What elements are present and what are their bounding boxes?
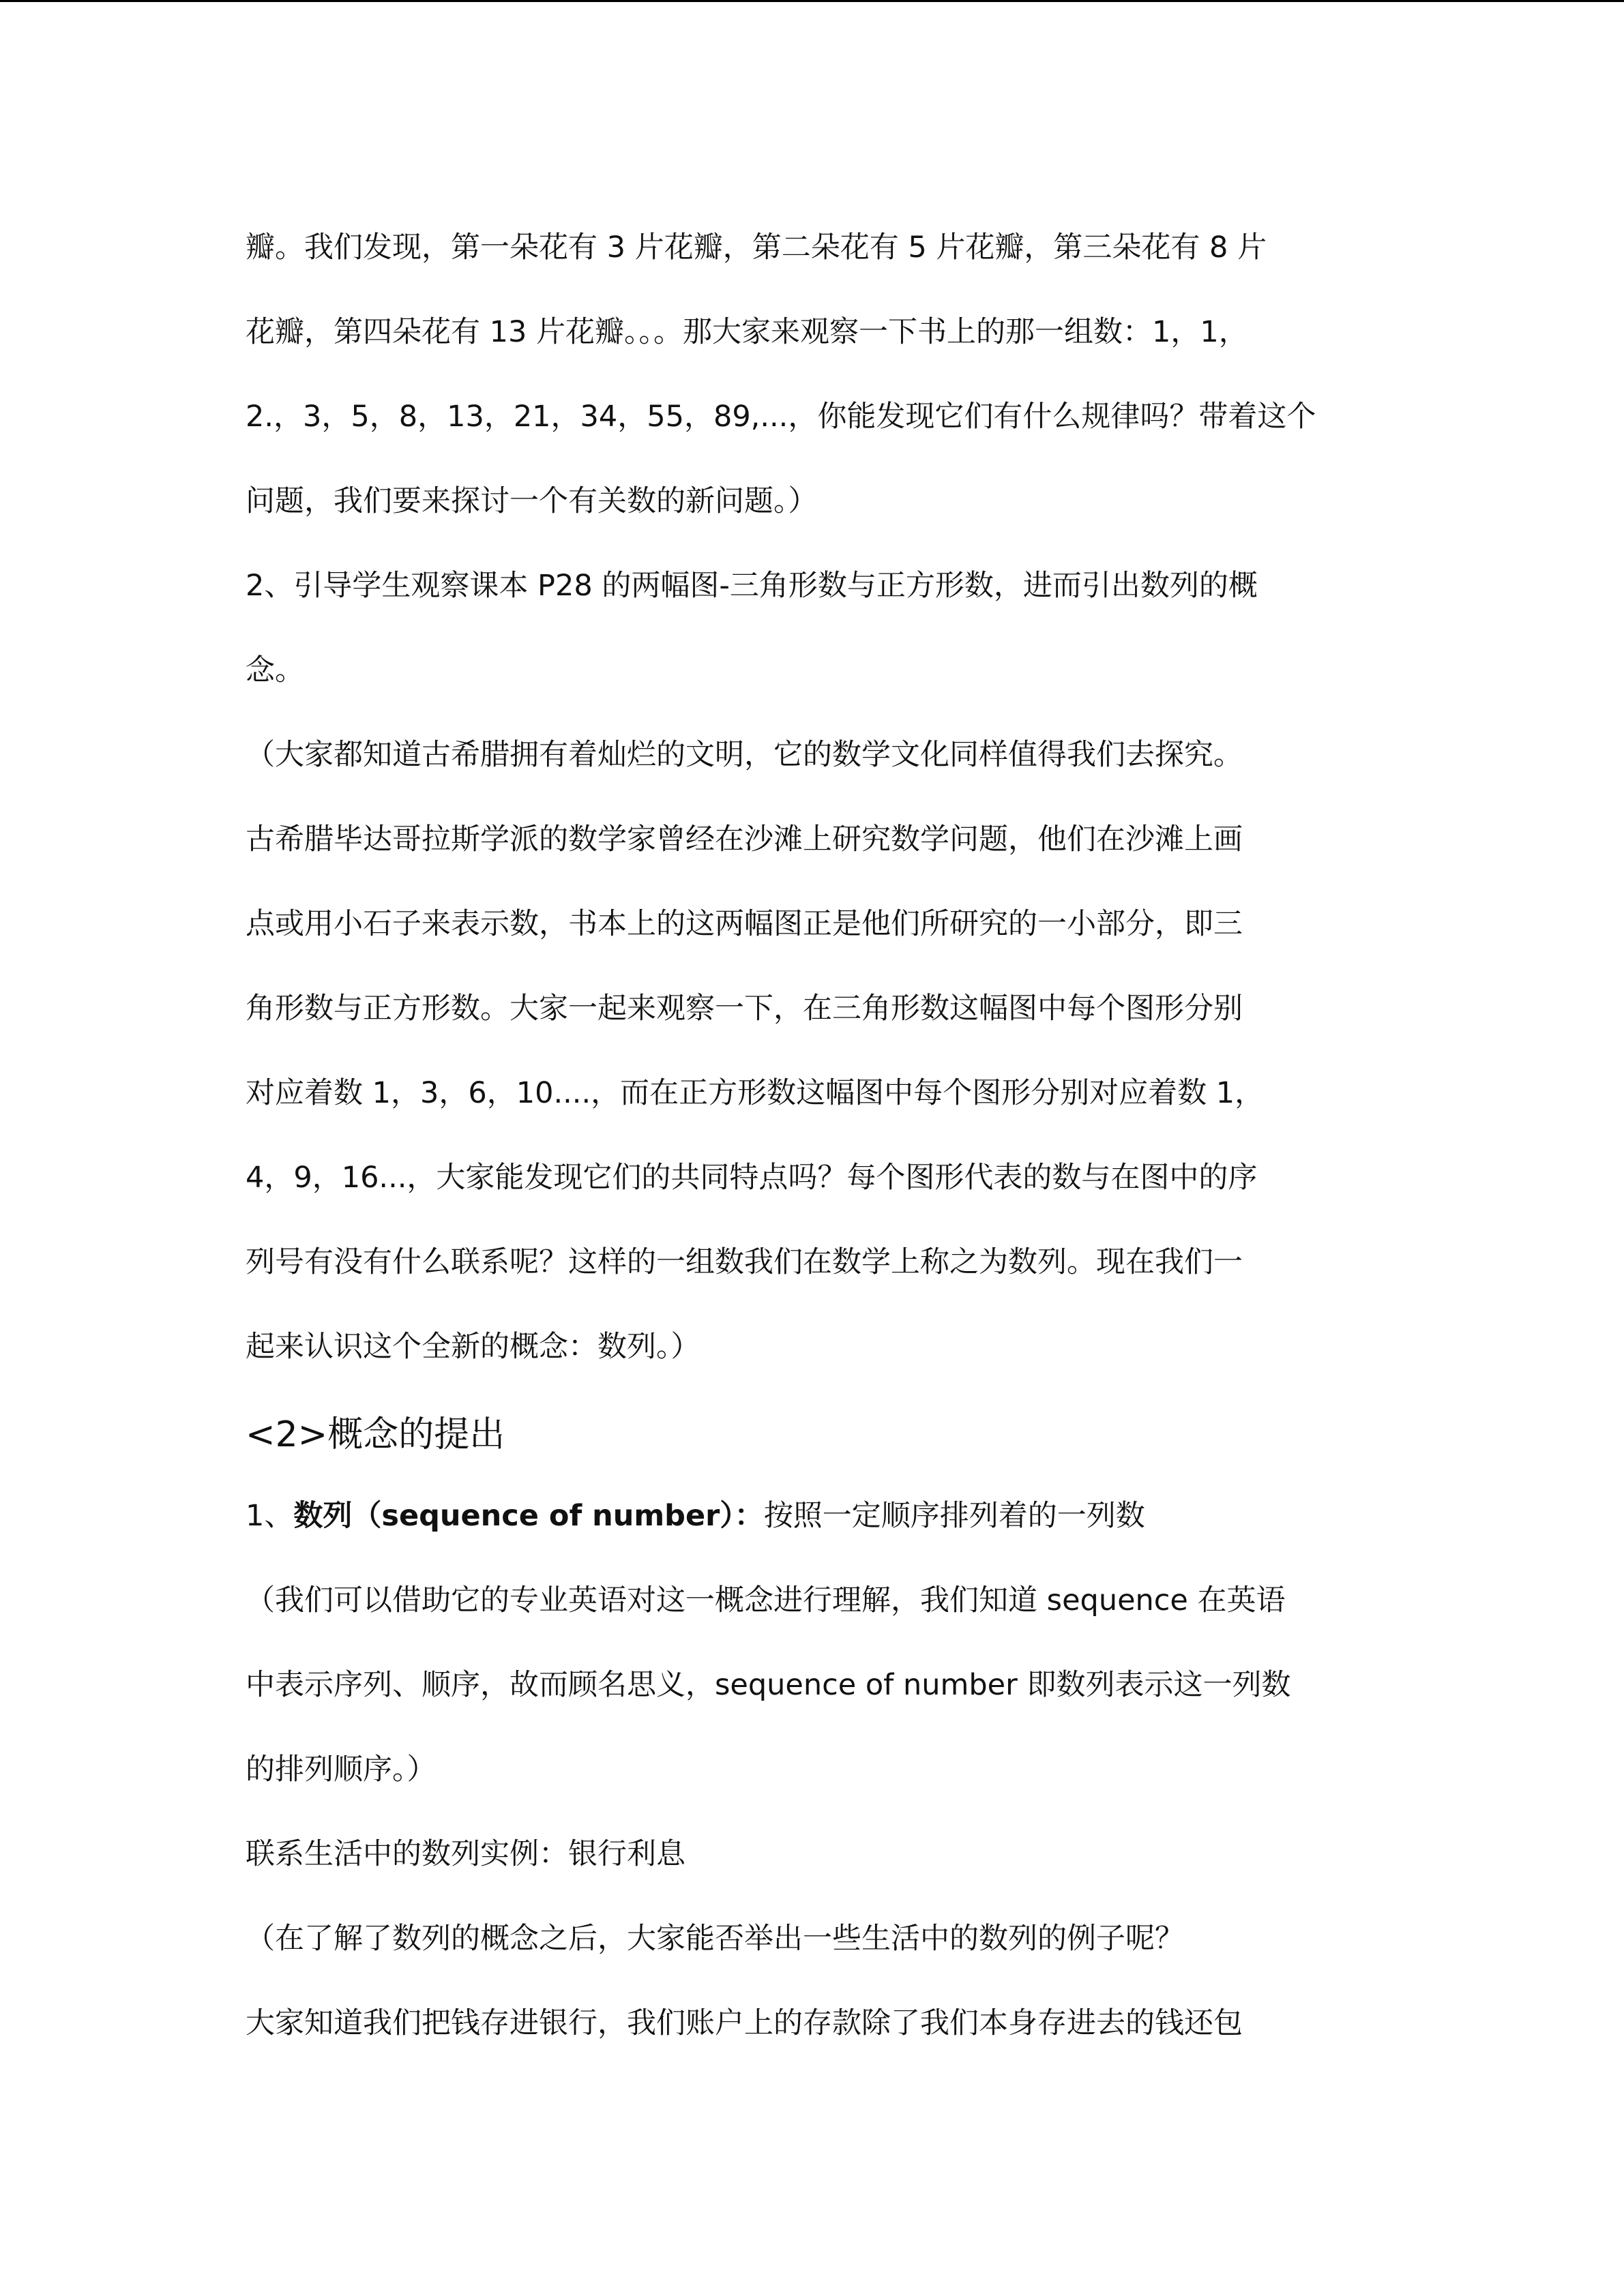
text-line: 2、引导学生观察课本 P28 的两幅图-三角形数与正方形数，进而引出数列的概 (246, 569, 1258, 603)
text-line: 念。 (246, 653, 304, 687)
text-line: 角形数与正方形数。大家一起来观察一下，在三角形数这幅图中每个图形分别 (246, 992, 1243, 1026)
page-top-border (0, 0, 1624, 2)
document-page (246, 230, 1378, 2093)
definition-line (246, 1499, 1378, 1586)
text-line: 的排列顺序。） (246, 1753, 437, 1787)
text-line: 联系生活中的数列实例：银行利息 (246, 1837, 685, 1871)
text-line: 古希腊毕达哥拉斯学派的数学家曾经在沙滩上研究数学问题，他们在沙滩上画 (246, 822, 1243, 856)
text-line: 点或用小石子来表示数，书本上的这两幅图正是他们所研究的一小部分，即三 (246, 907, 1243, 941)
text-line: 花瓣，第四朵花有 13 片花瓣。。。那大家来观察一下书上的那一组数：1，1， (246, 315, 1248, 349)
text-line: （大家都知道古希腊拥有着灿烂的文明，它的数学文化同样值得我们去探究。 (246, 738, 1243, 772)
definition-text: 按照一定顺序排列着的一列数 (763, 1499, 1145, 1533)
text-line: 中表示序列、顺序，故而顾名思义，sequence of number 即数列表示这一列数 (246, 1668, 1291, 1702)
text-line: （我们可以借助它的专业英语对这一概念进行理解，我们知道 sequence 在英语 (246, 1583, 1286, 1617)
section-heading: <2>概念的提出 (246, 1414, 505, 1455)
text-line: 起来认识这个全新的概念：数列。） (246, 1330, 700, 1364)
definition-prefix: 1、 (246, 1499, 294, 1533)
text-line: 对应着数 1，3，6，10....，而在正方形数这幅图中每个图形分别对应着数 1， (246, 1076, 1265, 1110)
text-line: 瓣。我们发现，第一朵花有 3 片花瓣，第二朵花有 5 片花瓣，第三朵花有 8 片 (246, 230, 1267, 265)
text-line: 2.，3，5，8，13，21，34，55，89,...，你能发现它们有什么规律吗？带着这个 (246, 400, 1316, 434)
text-line: 4，9，16...，大家能发现它们的共同特点吗？每个图形代表的数与在图中的序 (246, 1161, 1258, 1195)
definition-term: 数列（sequence of number）： (293, 1499, 764, 1533)
text-line: 大家知道我们把钱存进银行，我们账户上的存款除了我们本身存进去的钱还包 (246, 2006, 1243, 2040)
text-line: （在了解了数列的概念之后，大家能否举出一些生活中的数列的例子呢？ (246, 1922, 1184, 1956)
text-line: 问题，我们要来探讨一个有关数的新问题。） (246, 484, 818, 518)
text-line: 列号有没有什么联系呢？这样的一组数我们在数学上称之为数列。现在我们一 (246, 1245, 1243, 1279)
